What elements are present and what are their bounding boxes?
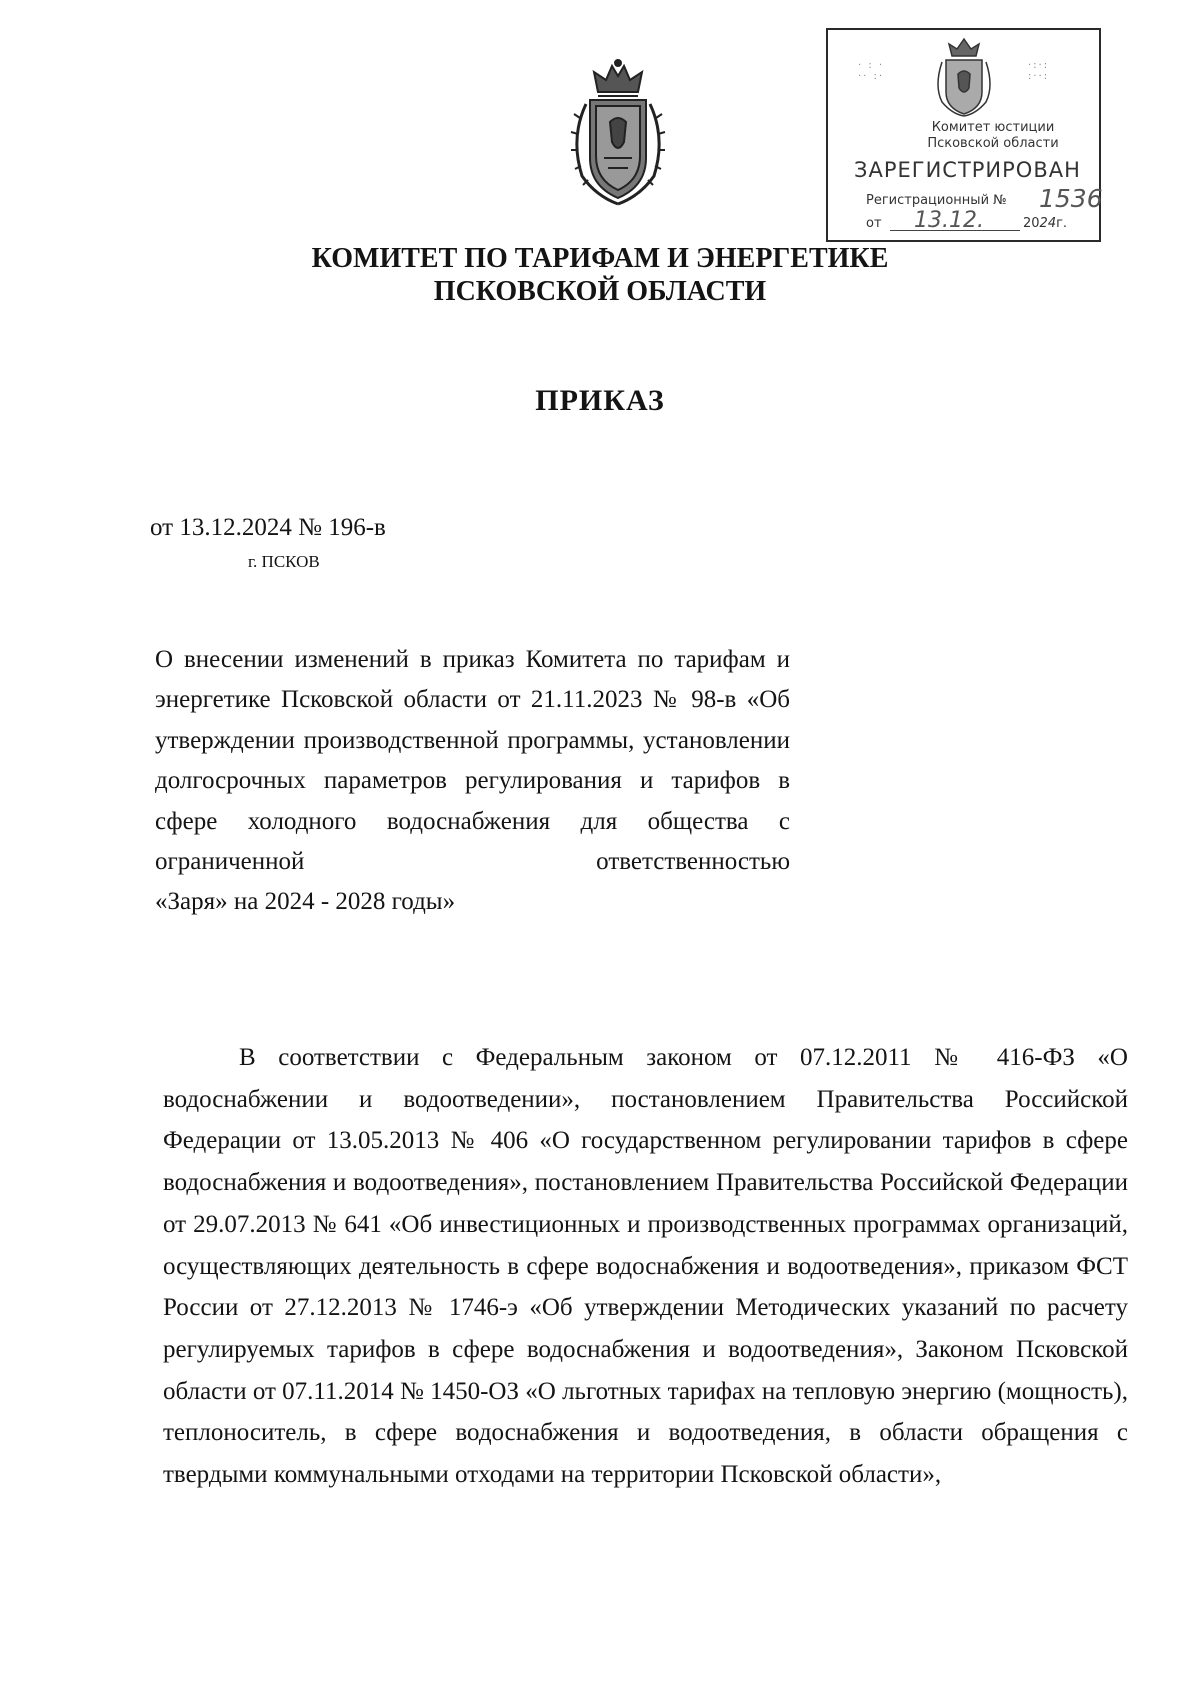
organization-title-line2: ПСКОВСКОЙ ОБЛАСТИ [433,276,767,307]
organization-title [240,242,960,308]
city-name: г. ПСКОВ [248,552,320,571]
organization-title-line1: КОМИТЕТ ПО ТАРИФАМ И ЭНЕРГЕТИКЕ [311,243,889,274]
registration-stamp [826,28,1101,242]
stamp-year-label: 20 [1023,216,1040,231]
order-subject-text: О внесении изменений в приказ Комитета по тарифам и энергетике Псковской области от 21.11.2023 № 98-в «Об утверждении производственной программы, установлении долгосрочных параметров регулирования и тарифов в сфере холодного водоснабжения для общества с ограниченной ответственностью [155,646,790,876]
stamp-emblem-icon [934,36,994,118]
stamp-year: 2024г. [1023,216,1068,231]
stamp-texture-left: · : · ·· :· [858,60,885,82]
stamp-from-label: от [866,216,882,231]
order-subject-last-line: «Заря» на 2024 - 2028 годы» [155,888,456,916]
stamp-org-line1: Комитет юстиции [931,120,1055,135]
order-date-number: от 13.12.2024 № 196-в [150,514,386,541]
order-subject [155,640,790,923]
order-preamble-paragraph: В соответствии с Федеральным законом от 07.12.2011 № 416-ФЗ «О водоснабжении и водоотведении», постановлением Правительства Российской Федерации от 13.05.2013 № 406 «О государственном регулировании тарифов в сфере водоснабжения и водоотведения», постановлением Правительства Российской Федерации от 29.07.2013 № 641 «Об инвестиционных и производственных программах организаций, осуществляющих деятельность в сфере водоснабжения и водоотведения», приказом ФСТ России от 27.12.2013 № 1746-э «Об утверждении Методических указаний по расчету регулируемых тарифов в сфере водоснабжения и водоотведения», Законом Псковской области от 07.11.2014 № 1450-ОЗ «О льготных тарифах на тепловую энергию (мощность), теплоноситель, в сфере водоснабжения и водоотведения, в области обращения с твердыми коммунальными отходами на территории Псковской области», [163,1044,1128,1489]
stamp-reg-label: Регистрационный № [866,193,1007,208]
stamp-organization [908,120,1078,152]
stamp-org-line2: Псковской области [927,136,1059,151]
stamp-status: ЗАРЕГИСТРИРОВАН [854,158,1081,182]
document-type: ПРИКАЗ [535,384,665,417]
stamp-texture-right: ·:·: :··: [1028,60,1050,82]
stamp-year-suffix: 24 [1039,216,1057,231]
coat-of-arms-emblem [560,58,676,208]
stamp-reg-number: 1536 [1039,184,1103,213]
stamp-date: 13.12. [914,208,984,233]
